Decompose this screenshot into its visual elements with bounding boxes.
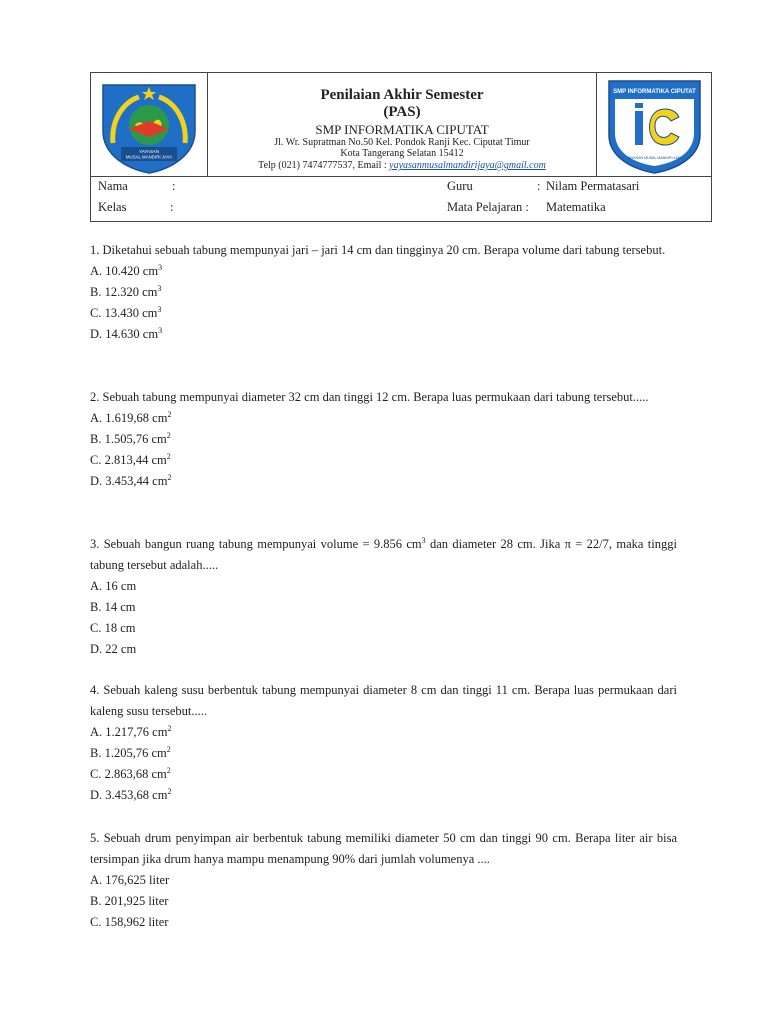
nama-label: Nama	[98, 179, 128, 193]
option-b: B. 1.505,76 $cm^2$	[90, 430, 171, 446]
nama-colon: :	[172, 179, 176, 193]
logo-left-cell	[91, 73, 208, 176]
option-a: A. 16 cm	[90, 579, 137, 593]
question-text: 4. Sebuah kaleng susu berbentuk tabung mempunyai diameter 8 cm dan tinggi 11 cm. Berapa luas permukaan dari kaleng susu tersebut.....	[90, 683, 677, 718]
header-top-row	[91, 73, 711, 177]
option-b: B. 1.205,76 $cm^2$	[90, 744, 171, 760]
question-text: 2. Sebuah tabung mempunyai diameter 32 cm dan tinggi 12 cm. Berapa luas permukaan dari tabung tersebut.....	[90, 390, 649, 404]
question-text: 5. Sebuah drum penyimpan air berbentuk tabung memiliki diameter 50 cm dan tinggi 90 cm. Berapa liter air bisa tersimpan jika drum hanya mampu menampung 90% dari jumlah volumenya ....	[90, 831, 677, 866]
question-2	[90, 387, 677, 492]
school-name: SMP INFORMATIKA CIPUTAT	[315, 122, 489, 137]
option-d: D. 3.453,68 $cm^2$	[90, 786, 172, 802]
option-c: C. 18 cm	[90, 621, 136, 635]
option-d: D. 22 cm	[90, 642, 137, 656]
svg-text:MUSAL MANDIRI JAYA: MUSAL MANDIRI JAYA	[125, 154, 173, 160]
option-c: C. 158,962 liter	[90, 915, 169, 929]
option-a: A. 10.420 $cm^3$	[90, 262, 163, 278]
option-b: B. 14 cm	[90, 600, 136, 614]
foundation-logo-icon	[91, 73, 207, 176]
header-center	[208, 73, 596, 176]
option-a: A. 176,625 liter	[90, 873, 170, 887]
question-1	[90, 240, 677, 345]
option-d: D. 3.453,44 $cm^2$	[90, 472, 172, 488]
kelas-colon: :	[170, 200, 174, 214]
option-c: C. 2.813,44 $cm^2$	[90, 451, 171, 467]
exam-header	[90, 72, 712, 222]
guru-value: Nilam Permatasari	[546, 179, 640, 193]
option-c: C. 2.863,68 $cm^2$	[90, 765, 171, 781]
phone-text: Telp (021) 7474777537, Email :	[258, 160, 390, 171]
address-line-1: Jl. Wr. Supratman No.50 Kel. Pondok Ranji Kec. Ciputat Timur	[274, 137, 530, 148]
svg-text:YAYASAN MUSAL MANDIRI JAYA: YAYASAN MUSAL MANDIRI JAYA	[626, 156, 683, 160]
exam-title: Penilaian Akhir Semester	[320, 87, 484, 103]
logo-right-cell	[596, 73, 712, 176]
question-text: 3. Sebuah bangun ruang tabung mempunyai volume = 9.856 $cm^3$ dan diameter 28 cm. Jika π = 22/7, maka tinggi tabung tersebut adalah.....	[90, 535, 677, 572]
exam-subtitle: (PAS)	[383, 104, 421, 120]
address-line-2: Kota Tangerang Selatan 15412	[340, 148, 464, 159]
email-link[interactable]: yayasanmusalmandirijaya@gmail.com	[389, 160, 546, 171]
mapel-label: Mata Pelajaran :	[447, 200, 529, 214]
question-text: 1. Diketahui sebuah tabung mempunyai jari – jari 14 cm dan tingginya 20 cm. Berapa volume dari tabung tersebut.	[90, 243, 666, 257]
mapel-value: Matematika	[546, 200, 606, 214]
option-b: B. 12.320 $cm^3$	[90, 283, 162, 299]
question-5	[90, 828, 677, 933]
option-c: C. 13.430 $cm^3$	[90, 304, 162, 320]
contact-line	[208, 160, 596, 171]
svg-text:SMP INFORMATIKA CIPUTAT: SMP INFORMATIKA CIPUTAT	[613, 89, 696, 95]
option-a: A. 1.217,76 $cm^2$	[90, 723, 172, 739]
school-logo-icon	[597, 73, 712, 176]
option-b: B. 201,925 liter	[90, 894, 169, 908]
option-a: A. 1.619,68 $cm^2$	[90, 409, 172, 425]
question-3	[90, 534, 677, 660]
kelas-label: Kelas	[98, 200, 127, 214]
guru-label: Guru	[447, 179, 473, 193]
guru-colon: :	[537, 179, 541, 193]
question-4	[90, 680, 677, 806]
svg-text:YAYASAN: YAYASAN	[139, 149, 159, 154]
option-d: D. 14.630 $cm^3$	[90, 325, 163, 341]
